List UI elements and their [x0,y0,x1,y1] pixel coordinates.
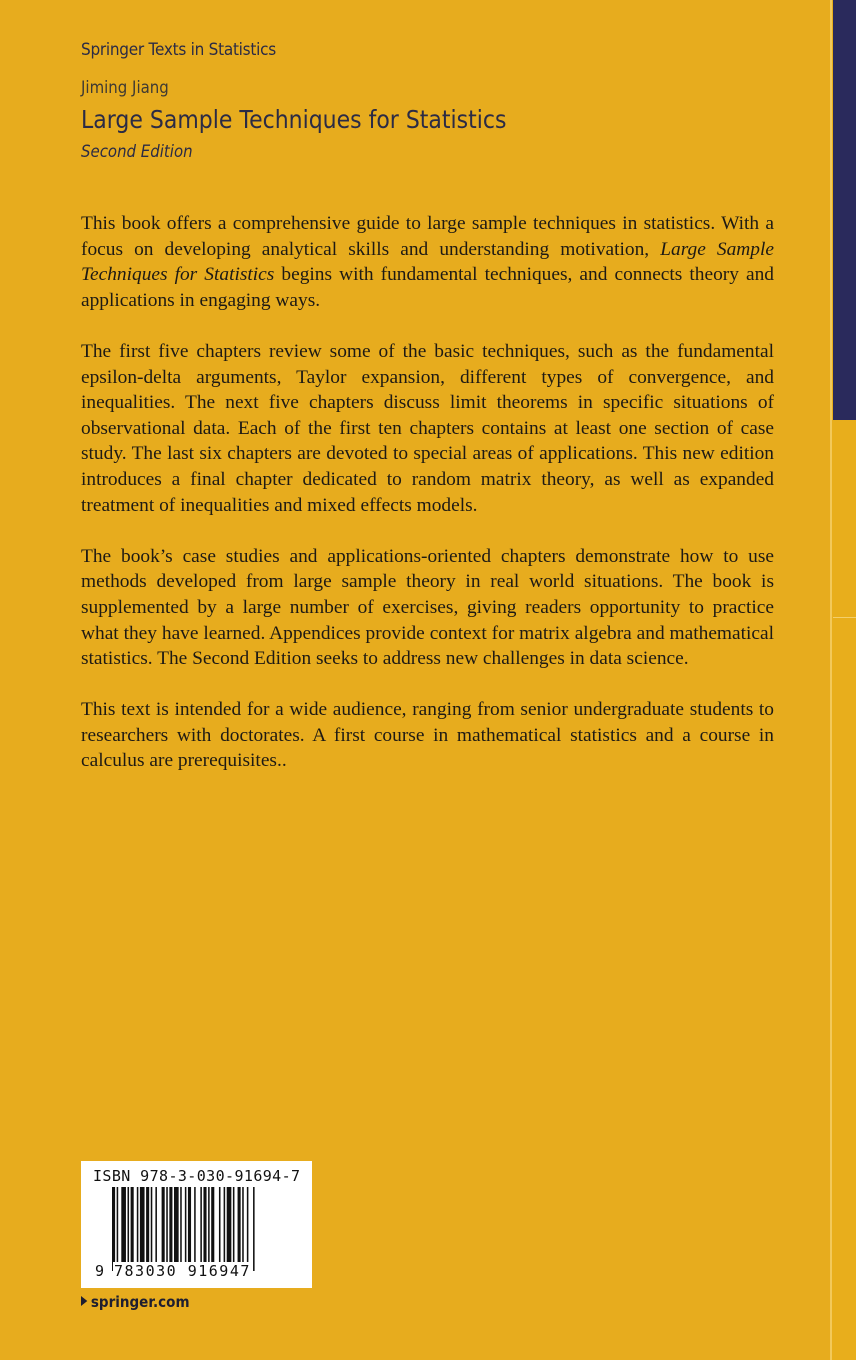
blurb-p1-text: This book offers a comprehensive guide to large sample techniques in statistics. With a focus on developing analytical skills and understanding motivation, [81,213,774,260]
blurb-p1-text-end: begins with fundamental techniques, and connects theory and applications in engaging ways. [81,264,775,311]
blurb-p1-title: Large Sample Techniques for Statistics [81,238,774,286]
blurb [81,211,774,800]
publisher-url: springer.com [90,1293,190,1311]
spine-fold [830,0,832,1360]
author-name: Jiming Jiang [81,78,169,98]
book-title: Large Sample Techniques for Statistics [81,105,507,134]
ean-first-digit: 9 [95,1262,105,1280]
barcode-bars [112,1187,302,1271]
publisher-link[interactable] [81,1293,190,1311]
blurb-paragraph-4: This text is intended for a wide audience, ranging from senior undergraduate students to researchers with doctorates. A first course in mathematical statistics and a course in calculus are prerequisites.. [81,699,774,772]
blurb-paragraph-2: The first five chapters review some of the basic techniques, such as the fundamental epsilon-delta arguments, Taylor expansion, different types of convergence, and inequalities. The next five chapters discuss limit theorems in specific situations of observational data. Each of the first ten chapters contains at least one section of case study. The last six chapters are devoted to special areas of applications. This new edition introduces a final chapter dedicated to random matrix theory, as well as expanded treatment of inequalities and mixed effects models. [81,340,774,516]
spine-band [833,0,856,420]
isbn-label: ISBN 978-3-030-91694-7 [93,1167,301,1185]
arrow-right-icon [81,1296,87,1306]
blurb-paragraph-3: The book’s case studies and applications-oriented chapters demonstrate how to use methods developed from large sample theory in real world situations. The book is supplemented by a large number of exercises, giving readers opportunity to practice what they have learned. Appendices provide context for matrix algebra and mathematical statistics. The Second Edition seeks to address new challenges in data science. [81,545,774,670]
ean-digits: 783030 916947 [114,1262,251,1280]
edition-label: Second Edition [81,142,193,162]
series-name: Springer Texts in Statistics [81,40,276,60]
blurb-paragraph-1 [81,211,774,313]
spine-divider [833,617,856,618]
